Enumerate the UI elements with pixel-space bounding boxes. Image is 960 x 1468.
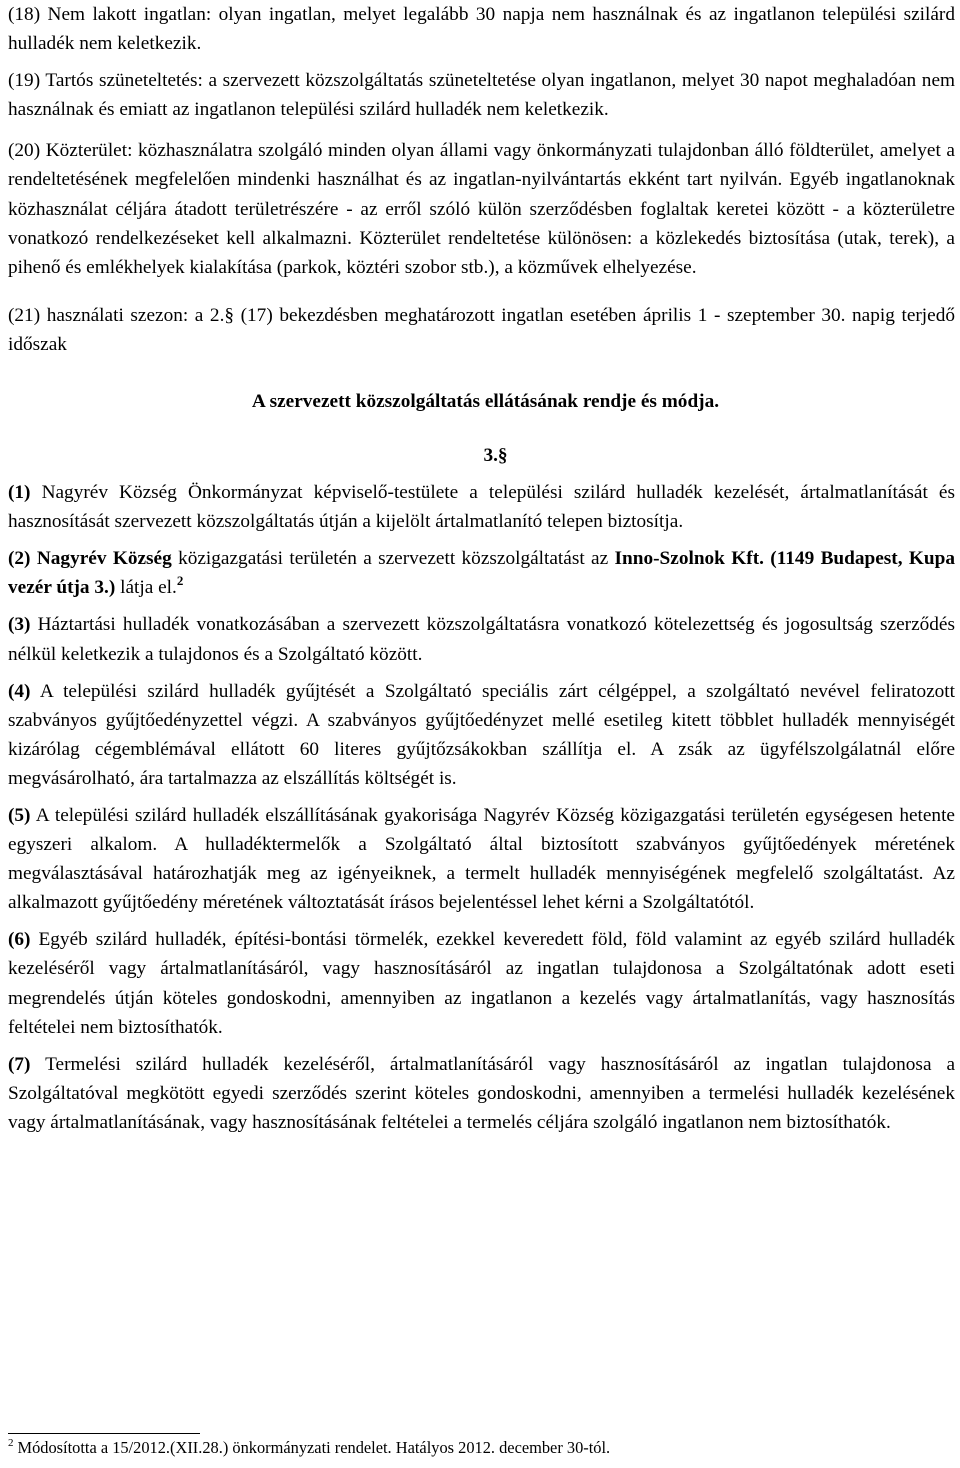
footnote-text: Módosította a 15/2012.(XII.28.) önkormányzati rendelet. Hatályos 2012. december 30-tól. — [17, 1438, 611, 1457]
item-2-number: (2) — [8, 548, 31, 570]
item-5-number: (5) — [8, 804, 31, 826]
definition-19: (19) Tartós szüneteltetés: a szervezett közszolgáltatás szüneteltetése olyan ingatlanon, melyet 30 napot meghaladóan nem használnak és emiatt az ingatlanon települési szilárd hulladék nem keletkezik. — [8, 70, 955, 121]
footnote — [8, 1436, 948, 1460]
item-5 — [8, 801, 955, 917]
item-7-number: (7) — [8, 1053, 31, 1075]
item-6 — [8, 925, 955, 1041]
item-4 — [8, 677, 955, 793]
footnote-divider — [8, 1433, 200, 1434]
footnote-number: 2 — [8, 1437, 14, 1449]
item-3-number: (3) — [8, 614, 31, 636]
item-7 — [8, 1050, 955, 1137]
definition-20: (20) Közterület: közhasználatra szolgáló minden olyan állami vagy önkormányzati tulajdonban álló földterület, amelyet a rendeltetésének megfelelően mindenki használhat és az ingatlan-nyilvántartás ekként tart nyilván. Egyéb ingatlanoknak közhasználat céljára átadott területrészére - az erről szóló külön szerződésben foglaltak keretei között - a közterületre vonatkozó rendelkezéseket kell alkalmazni. Közterület rendeltetése különösen: a közlekedés biztosítása (utak, terek), a pihenő és emlékhelyek kialakítása (parkok, köztéri szobor stb.), a közművek elhelyezése. — [8, 140, 955, 278]
item-2-company: Inno-Szolnok Kft. (1149 Budapest, Kupa vezér útja 3.) — [8, 548, 955, 599]
document-page — [8, 0, 955, 1137]
item-5-text: A települési szilárd hulladék elszállításának gyakorisága Nagyrév Község közigazgatási területén egységesen hetente egyszeri alkalom. A hulladéktermelők a Szolgáltató által biztosított szabványos gyűjtőedények méretének megválasztásával határozhatják meg az igényeiknek, a termelt hulladék mennyiségének megfelelő szolgáltatást. Az alkalmazott gyűjtőedény méretének változtatását írásos bejelentéssel lehet kérni a Szolgáltatótól. — [8, 804, 955, 914]
item-1-number: (1) — [8, 482, 31, 504]
item-4-number: (4) — [8, 680, 31, 702]
item-2 — [8, 544, 955, 602]
item-2-municipality: Nagyrév Község — [36, 548, 172, 570]
item-6-text: Egyéb szilárd hulladék, építési-bontási törmelék, ezekkel keveredett föld, föld valamint az egyéb szilárd hulladék kezeléséről vagy ártalmatlanításáról, vagy hasznosításáról az ingatlan tulajdonosa a Szolgáltatónak adott eseti megrendelés útján köteles gondoskodni, amennyiben az ingatlanon a kezelés vagy ártalmatlanítás, vagy hasznosítás feltételei nem biztosíthatók. — [8, 929, 955, 1038]
item-3-text: Háztartási hulladék vonatkozásában a szervezett közszolgáltatásra vonatkozó kötelezettség és jogosultság szerződés nélkül keletkezik a tulajdonos és a Szolgáltató között. — [8, 614, 955, 665]
item-7-text: Termelési szilárd hulladék kezeléséről, ártalmatlanításáról vagy hasznosításáról az ingatlan tulajdonosa a Szolgáltatóval megkötött egyedi szerződés szerint köteles gondoskodni, amennyiben a termelési hulladék kezelésének vagy ártalmatlanításának, vagy hasznosításának feltételei a termelés céljára szolgáló ingatlanon nem biztosíthatók. — [8, 1053, 955, 1133]
item-2-end: látja el. — [115, 577, 177, 599]
section-heading: A szervezett közszolgáltatás ellátásának rendje és módja. — [251, 391, 720, 413]
item-3 — [8, 610, 955, 668]
item-1-text: Nagyrév Község Önkormányzat képviselő-testülete a települési szilárd hulladék kezelését, ártalmatlanítását és hasznosítását szervezett közszolgáltatás útján a kijelölt ártalmatlanító telepen biztosítja. — [8, 482, 955, 533]
item-1 — [8, 478, 955, 536]
footnote-reference[interactable]: 2 — [176, 573, 184, 589]
section-number: 3.§ — [483, 445, 508, 467]
definition-18: (18) Nem lakott ingatlan: olyan ingatlan, melyet legalább 30 napja nem használnak és az ingatlanon települési szilárd hulladék nem keletkezik. — [8, 4, 955, 55]
item-6-number: (6) — [8, 929, 31, 951]
item-2-text: közigazgatási területén a szervezett közszolgáltatást az — [171, 548, 615, 570]
item-4-text: A települési szilárd hulladék gyűjtését a Szolgáltató speciális zárt célgéppel, a szolgáltató nevével feliratozott szabványos gyűjtőedényzettel végzi. A szabványos gyűjtőedényzet mellé esetileg kitett többlet hulladék mennyiségét kizárólag cégemblémával ellátott 60 literes gyűjtőzsákokban szállítja el. A zsák az ügyfélszolgálatnál előre megvásárolható, ára tartalmazza az elszállítás költségét is. — [8, 680, 955, 789]
definition-21: (21) használati szezon: a 2.§ (17) bekezdésben meghatározott ingatlan esetében április 1 - szeptember 30. napig terjedő időszak — [8, 304, 955, 355]
